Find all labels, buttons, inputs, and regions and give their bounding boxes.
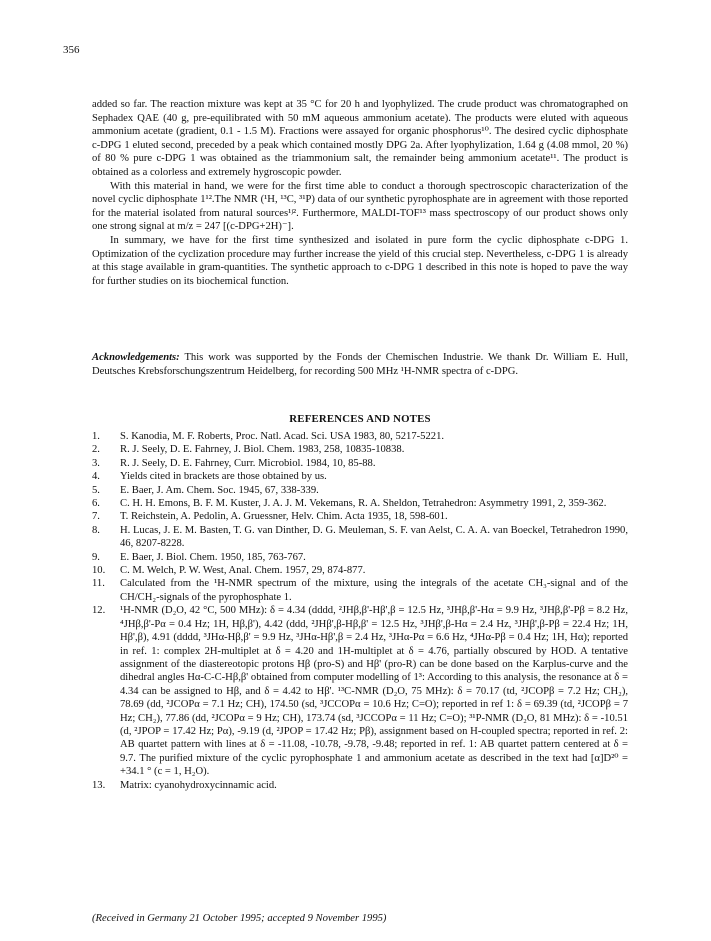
reference-item [92, 577, 628, 604]
reference-text: T. Reichstein, A. Pedolin, A. Gruessner, Helv. Chim. Acta 1935, 18, 598-601. [120, 511, 448, 523]
body-text [92, 98, 628, 288]
reference-list [92, 430, 628, 792]
reference-number: 5. [92, 484, 100, 496]
references-heading: REFERENCES AND NOTES [289, 413, 431, 425]
reference-text: E. Baer, J. Biol. Chem. 1950, 185, 763-767. [120, 551, 306, 563]
reference-number: 6. [92, 498, 100, 510]
reference-text: C. H. H. Emons, B. F. M. Kuster, J. A. J. M. Vekemans, R. A. Sheldon, Tetrahedron: Asymmetry 1991, 2, 359-362. [120, 498, 607, 510]
reference-number: 1. [92, 431, 100, 442]
reference-number: 2. [92, 444, 100, 456]
acknowledgements-text: This work was supported by the Fonds der Chemischen Industrie. We thank Dr. William E. Hull, Deutsches Krebsforschungszentrum Heidelberg, for recording 500 MHz ¹H-NMR spectra of c-DPG. [92, 352, 628, 377]
reference-item [92, 510, 628, 523]
reference-item [92, 497, 628, 510]
reference-number: 10. [92, 565, 106, 577]
reference-text: E. Baer, J. Am. Chem. Soc. 1945, 67, 338-339. [120, 484, 319, 496]
reference-text: ¹H-NMR (D₂O, 42 °C, 500 MHz): δ = 4.34 (dddd, ²JHβ,β'-Hβ',β = 12.5 Hz, ³JHβ,β'-Hα = 9.9 Hz, ³JHβ,β'-Pβ = 8.2 Hz, ⁴JHβ,β'-Pα = 0.4 Hz; 1H, Hβ,β'), 4.42 (ddd, ²JHβ',β-Hβ,β' = 12.5 Hz, ³JHβ',β-Hα = 2.4 Hz, ³JHβ',β-Pβ = 22.4 Hz; 1H, Hβ',β), 4.91 (dddd, ³JHα-Hβ,β' = 9.9 Hz, ³JHα-Hβ',β = 2.4 Hz, ³JHα-Pα = 6.6 Hz, ⁴JHα-Pβ = 0.4 Hz; 1H, Hα); reported in ref. 1: complex 2H-multiplet at δ = 4.20 and 1H-multiplet at δ = 4.76, partially obscured by HOD. A tentative assignment of the diastereotopic protons Hβ (pro-S) and Hβ' (pro-R) can be done based on the Karplus-curve and the dihedral angles Hα-C-C-Hβ,β' obtained from computer modelling of 1³: According to this analysis, the resonance at δ = 4.34 can be assigned to Hβ, and δ = 4.42 to Hβ'. ¹³C-NMR (D₂O, 75 MHz): δ = 70.17 (td, ²JCOPβ = 7.2 Hz; CH₂), 78.69 (dd, ²JCOPα = 7.1 Hz; CH), 174.50 (sd, ³JCCOPα = 10.6 Hz; C=O); reported in ref 1: δ = 69.39 (td, ²JCOPβ = 7 Hz; CH₂), 77.86 (dd, ²JCOPα = 9 Hz; CH), 173.74 (sd, ³JCCOPα = 11 Hz; C=O); ³¹P-NMR (D₂O, 81 MHz): δ = -10.51 (d, ²JPOP = 17.42 Hz; Pα), -9.19 (d, ²JPOP = 17.42 Hz; Pβ), assignment based on H-coupled spectra; reported in ref. 2: AB quartet pattern with lines at δ = -11.08, -10.78, -9.78, -9.48; reported in ref. 1: AB quartet pattern centered at δ = 9.7. The purified mixture of the cyclic pyrophosphate 1 and ammonium acetate as described in the text had [α]D²⁰ = +34.1 ° (c = 1, H₂O). [120, 605, 628, 778]
reference-number: 11. [92, 578, 105, 590]
received-note: (Received in Germany 21 October 1995; accepted 9 November 1995) [92, 913, 387, 924]
reference-text: Calculated from the ¹H-NMR spectrum of the mixture, using the integrals of the acetate CH₃-signal and of the CH/CH₂-signals of the pyrophosphate 1. [120, 578, 628, 603]
reference-text: R. J. Seely, D. E. Fahrney, Curr. Microbiol. 1984, 10, 85-88. [120, 457, 376, 469]
reference-item [92, 551, 628, 564]
reference-text: Matrix: cyanohydroxycinnamic acid. [120, 779, 277, 791]
reference-number: 7. [92, 511, 100, 523]
reference-number: 4. [92, 471, 100, 483]
acknowledgements [92, 351, 628, 378]
reference-item [92, 779, 628, 792]
acknowledgements-label: Acknowledgements: [92, 352, 180, 363]
reference-text: C. M. Welch, P. W. West, Anal. Chem. 1957, 29, 874-877. [120, 565, 366, 577]
reference-item [92, 470, 628, 483]
reference-text: S. Kanodia, M. F. Roberts, Proc. Natl. Acad. Sci. USA 1983, 80, 5217-5221. [120, 431, 445, 442]
reference-number: 8. [92, 524, 100, 536]
reference-item [92, 430, 628, 443]
reference-number: 3. [92, 457, 100, 469]
reference-number: 12. [92, 605, 106, 617]
paragraph-3: In summary, we have for the first time synthesized and isolated in pure form the cyclic diphosphate c-DPG 1. Optimization of the cyclization procedure may further increase the yield of this crucial step. Nevertheless, c-DPG 1 is already at this stage available in gram-quantities. The synthetic approach to c-DPG 1 described in this note is hoped to pave the way for further studies on its biochemical function. [92, 234, 628, 287]
reference-text: Yields cited in brackets are those obtained by us. [120, 471, 327, 483]
reference-number: 13. [92, 779, 106, 791]
paragraph-1: added so far. The reaction mixture was kept at 35 °C for 20 h and lyophylized. The crude product was chromatographed on Sephadex QAE (40 g, pre-equilibrated with 50 mM aqueous ammonium acetate). The products were eluted with aqueous ammonium acetate (gradient, 0.1 - 1.5 M). Fractions were assayed for organic phosphorus¹⁰. The desired cyclic diphosphate c-DPG 1 eluted second, preceded by a peak which contained mostly DPG 2a. After lyophylization, 1.64 g (4.08 mmol, 20 %) of 80 % pure c-DPG 1 was obtained as the triammonium salt, the remainder being ammonium acetate¹¹. The product is obtained as a colorless and extremely hygroscopic powder. [92, 99, 628, 178]
reference-text: H. Lucas, J. E. M. Basten, T. G. van Dinther, D. G. Meuleman, S. F. van Aelst, C. A. A. van Boeckel, Tetrahedron 1990, 46, 8207-8228. [120, 524, 628, 550]
reference-item [92, 457, 628, 470]
reference-item [92, 484, 628, 497]
reference-item [92, 564, 628, 577]
reference-item [92, 524, 628, 551]
paragraph-2: With this material in hand, we were for the first time able to conduct a thorough spectroscopic characterization of the novel cyclic diphosphate 1¹².The NMR (¹H, ¹³C, ³¹P) data of our synthetic pyrophosphate are in agreement with those reported for the material isolated from natural sources¹ʲ². Furthermore, MALDI-TOF¹³ mass spectroscopy of our product shows only one strong signal at m/z = 247 [(c-DPG+2H)⁻]. [92, 180, 628, 233]
page-number: 356 [63, 44, 80, 56]
reference-text: R. J. Seely, D. E. Fahrney, J. Biol. Chem. 1983, 258, 10835-10838. [120, 444, 405, 456]
reference-item [92, 604, 628, 778]
reference-number: 9. [92, 551, 100, 563]
reference-item [92, 443, 628, 456]
